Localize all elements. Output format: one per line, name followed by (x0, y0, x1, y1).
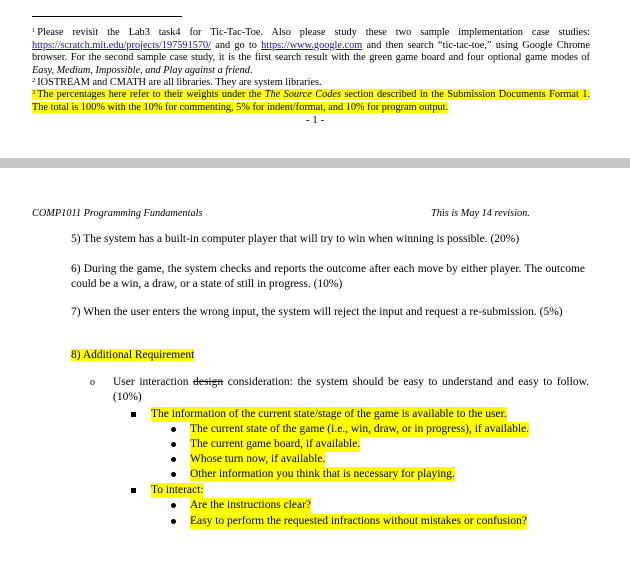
hollow-bullet-icon: o (90, 377, 95, 388)
interact-heading: To interact: (151, 484, 204, 496)
source-codes-section: The Source Codes (264, 89, 341, 100)
footnote-1-text-d: . (249, 64, 253, 76)
info-item-1-text: The current state of the game (i.e., win, draw, or in progress), if available. (190, 423, 530, 435)
footnote-3-marker: 3 (32, 89, 36, 96)
ux-consideration-text (113, 375, 589, 405)
scratch-link[interactable]: https://scratch.mit.edu/projects/197591570/ (32, 39, 212, 51)
ux-text-b: consideration: the system should be easy to understand and easy to follow. (10%) (113, 376, 589, 403)
round-bullet-icon (171, 503, 176, 508)
square-bullet-icon (131, 412, 136, 417)
footnote-3-text-a: The percentages here refer to their weights under the (37, 89, 265, 100)
interact-item-2-text: Easy to perform the requested infractions without mistakes or confusion? (190, 515, 527, 527)
footnote-1-text-b: and go to (211, 39, 262, 51)
footnote-1-marker: 1 (32, 27, 36, 34)
footnote-3-text-b: section described in the Submission Documents Format 1. The total is 100% with the 10% for commenting, 5% for indent/format, and 10% for program output. (32, 89, 591, 113)
footnote-3 (32, 87, 590, 114)
round-bullet-icon (171, 519, 176, 524)
square-bullet-icon (131, 488, 136, 493)
footnote-1-text-c: and then search “tic-tac-toe,” using Google Chrome browser. For the second sample case study, it is the first search result with the green game board and four optional game modes of (32, 39, 590, 63)
interact-item-1-text: Are the instructions clear? (190, 499, 312, 511)
page-separator (0, 158, 630, 168)
info-item-4-text: Other information you think that is necessary for playing. (190, 468, 455, 480)
footnote-3-highlight (32, 89, 590, 113)
round-bullet-icon (171, 457, 176, 462)
ux-text-a: User interaction (113, 376, 194, 388)
game-modes: Easy, Medium, Impossible, and Play against a friend (32, 64, 250, 76)
requirement-7: 7) When the user enters the wrong input, the system will reject the input and request a re-submission. (5%) (71, 306, 563, 318)
page-1-bottom (0, 0, 630, 160)
round-bullet-icon (171, 427, 176, 432)
struck-word: design (193, 376, 224, 388)
footnote-2-text: IOSTREAM and CMATH are all libraries. They are system libraries. (37, 77, 322, 88)
requirement-6: 6) During the game, the system checks and reports the outcome after each move by either player. The outcome could be a win, a draw, or a state of still in progress. (10%) (71, 263, 585, 290)
page-2-top (0, 168, 630, 569)
info-heading: The information of the current state/stage of the game is available to the user. (151, 408, 507, 420)
requirement-8-label: 8) Additional Requirement (71, 349, 195, 361)
requirement-5: 5) The system has a built-in computer player that will try to win when winning is possible. (20%) (71, 233, 520, 245)
page-number: - 1 - (305, 114, 325, 126)
header-course: COMP1011 Programming Fundamentals (32, 208, 203, 219)
footnote-separator (32, 16, 182, 17)
info-item-3-text: Whose turn now, if available. (190, 453, 326, 465)
google-link[interactable]: https://www.google.com (261, 39, 363, 51)
footnote-1 (32, 25, 590, 77)
footnote-1-text-a: Please revisit the Lab3 task4 for Tic-Tac-Toe. Also please study these two sample implementation case studies: (37, 27, 590, 38)
footnote-2-marker: 2 (32, 77, 36, 84)
round-bullet-icon (171, 442, 176, 447)
round-bullet-icon (171, 472, 176, 477)
requirement-8 (71, 348, 585, 363)
header-revision: This is May 14 revision. (431, 208, 530, 219)
info-item-2-text: The current game board, if available. (190, 438, 361, 450)
